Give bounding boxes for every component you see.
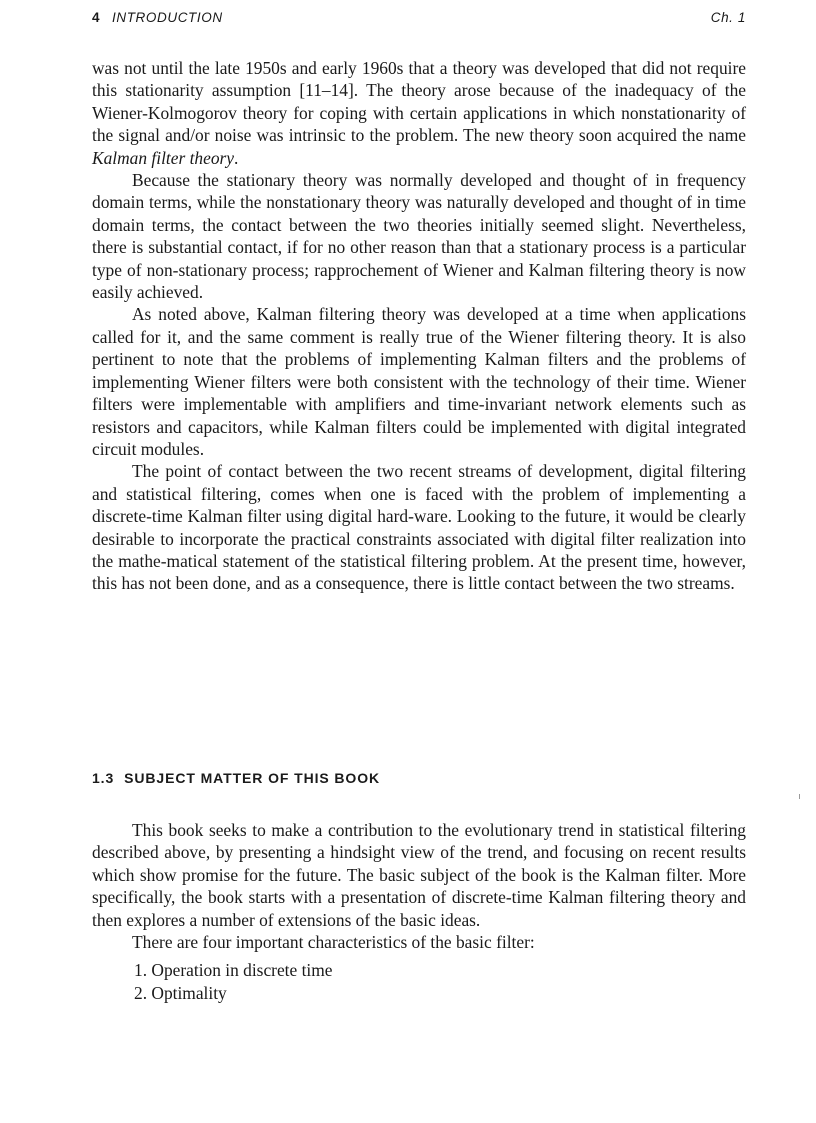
body-text [92, 57, 746, 595]
paragraph-kalman-history: As noted above, Kalman filtering theory was developed at a time when applications called for it, and the same comment is really true of the Wiener filtering theory. It is also pertinent to note that the problems of implementing Kalman filters and the problems of implementing Wiener filters were both consistent with the technology of their time. Wiener filters were implementable with amplifiers and time-invariant network elements such as resistors and capacitors, while Kalman filters could be implemented with digital integrated circuit modules. [92, 304, 746, 459]
chapter-label: Ch. 1 [710, 10, 746, 25]
paragraph-end: . [234, 147, 239, 168]
scan-mark [799, 794, 800, 799]
section-heading [92, 770, 746, 786]
page-number: 4 [92, 10, 101, 25]
paragraph-text: was not until the late 1950s and early 1960s that a theory was developed that did not require this stationarity assumption [11–14]. The theory arose because of the inadequacy of the Wiener-Kolmogorov theory for coping with certain applications in which nonstationarity of the signal and/or noise was intrinsic to the problem. The new theory soon acquired the name [92, 58, 746, 146]
paragraph-stationary-theory: Because the stationary theory was normally developed and thought of in frequency domain terms, while the nonstationary theory was naturally developed and thought of in time domain terms, the contact between the two theories initially seemed slight. Nevertheless, there is substantial contact, if for no other reason than that a stationary process is a particular type of non-stationary process; rapprochement of Wiener and Kalman filtering theory is now easily achieved. [92, 170, 746, 303]
chapter-title: INTRODUCTION [112, 10, 223, 25]
list-item: 2. Optimality [134, 982, 227, 1003]
running-head [92, 10, 746, 32]
list-item: 1. Operation in discrete time [134, 960, 333, 981]
characteristics-list [92, 959, 746, 1004]
section-number: 1.3 [92, 770, 115, 786]
section-body [92, 819, 746, 1004]
kalman-filter-theory-term: Kalman filter theory [92, 147, 235, 168]
paragraph-continuation [92, 57, 746, 169]
paragraph-characteristics-intro: There are four important characteristics of the basic filter: [132, 932, 535, 953]
paragraph-book-contribution: This book seeks to make a contribution to the evolutionary trend in statistical filtering described above, by presenting a hindsight view of the trend, and focusing on recent results which show promise for the future. The basic subject of the book is the Kalman filter. More specifically, the book starts with a presentation of discrete-time Kalman filtering theory and then explores a number of extensions of the basic ideas. [92, 820, 746, 930]
section-title: SUBJECT MATTER OF THIS BOOK [124, 770, 380, 786]
paragraph-point-of-contact: The point of contact between the two recent streams of development, digital filtering and statistical filtering, comes when one is faced with the problem of implementing a discrete-time Kalman filter using digital hard-ware. Looking to the future, it would be clearly desirable to incorporate the practical constraints associated with digital filter realization into the mathe-matical statement of the statistical filtering problem. At the present time, however, this has not been done, and as a consequence, there is little contact between the two streams. [92, 461, 746, 594]
